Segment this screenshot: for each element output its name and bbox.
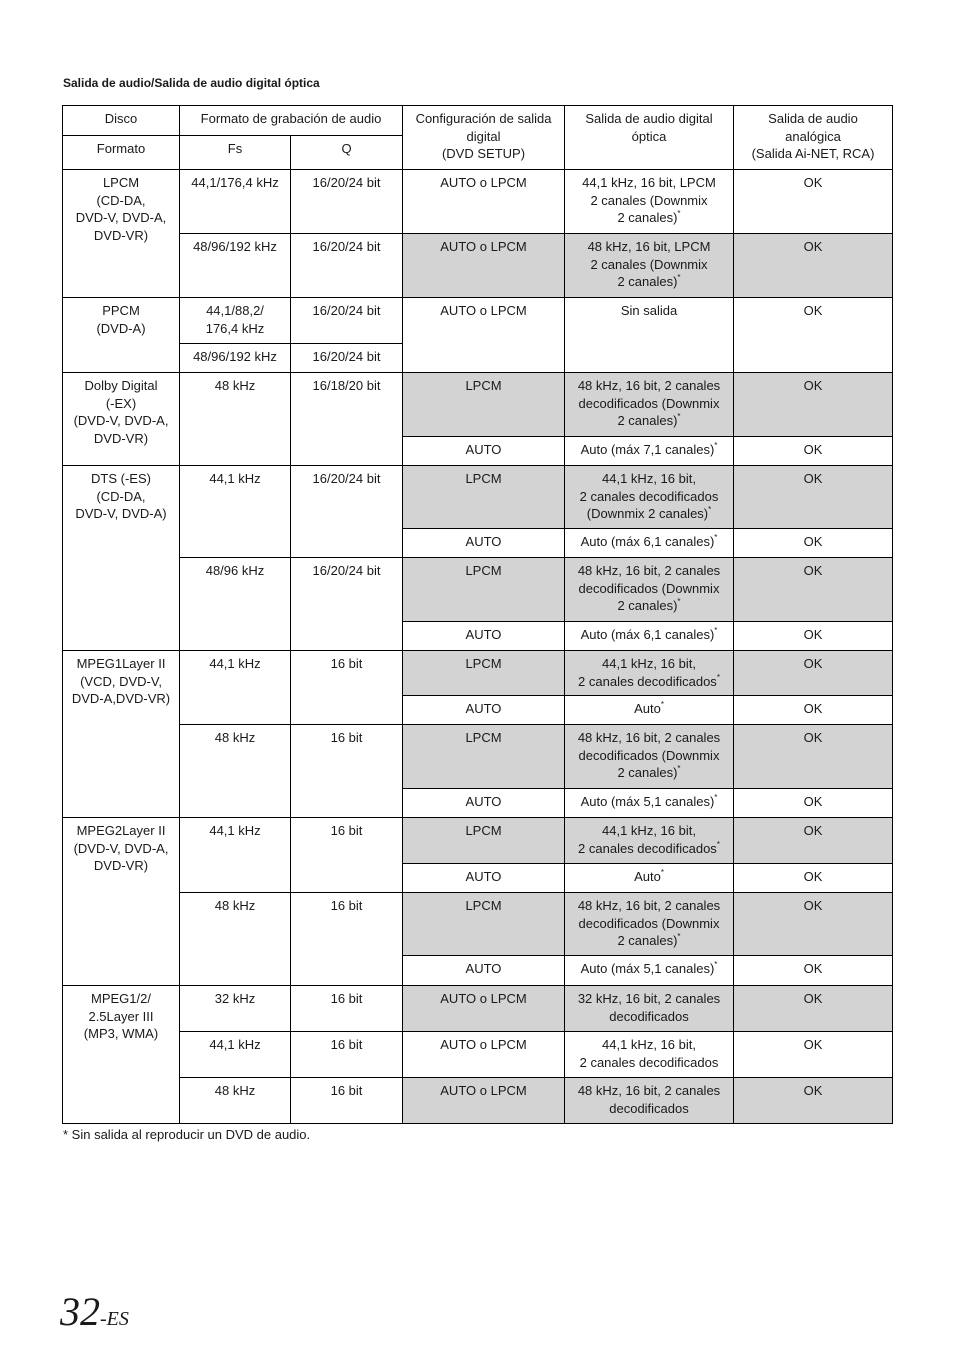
header-q: Q — [291, 136, 403, 170]
table-cell — [403, 1078, 565, 1124]
table-row — [63, 1078, 893, 1124]
cell-text: OK — [803, 898, 823, 913]
table-cell — [291, 298, 403, 344]
table-cell — [734, 466, 893, 529]
cell-text: 48 kHz, 16 bit, LPCM 2 canales (Downmix 2 canales) — [587, 239, 711, 289]
cell-text: Sin salida — [620, 303, 678, 318]
table-cell — [565, 818, 734, 864]
table-cell — [565, 789, 734, 818]
table-cell — [734, 437, 893, 466]
footnote-asterisk: * — [714, 960, 718, 969]
cell-text: 48/96 kHz — [205, 563, 265, 578]
footnote-asterisk: * — [677, 597, 681, 606]
cell-text: Auto (máx 7,1 canales) — [580, 442, 715, 457]
cell-text: OK — [803, 794, 823, 809]
page-number — [60, 1288, 129, 1335]
cell-text: 16 bit — [330, 656, 363, 671]
cell-text: 16/20/24 bit — [312, 563, 381, 578]
cell-text: AUTO o LPCM — [440, 239, 527, 254]
cell-text: AUTO — [465, 627, 502, 642]
cell-text: OK — [803, 991, 823, 1006]
cell-text: 16/20/24 bit — [312, 349, 381, 364]
table-cell — [565, 1032, 734, 1078]
table-cell — [403, 558, 565, 622]
table-cell — [403, 466, 565, 529]
table-cell — [403, 622, 565, 651]
table-cell — [403, 789, 565, 818]
table-cell — [63, 818, 180, 986]
cell-text: 48 kHz, 16 bit, 2 canales decodificados (Downmix 2 canales) — [577, 378, 721, 428]
table-cell — [63, 373, 180, 466]
table-cell — [403, 529, 565, 558]
table-cell — [180, 1078, 291, 1124]
cell-text: Auto (máx 6,1 canales) — [580, 627, 715, 642]
cell-text: MPEG2Layer II (DVD-V, DVD-A, DVD-VR) — [73, 823, 169, 873]
table-cell — [734, 373, 893, 437]
table-cell — [734, 558, 893, 622]
table-cell — [291, 1032, 403, 1078]
table-cell — [565, 622, 734, 651]
cell-text: Auto (máx 6,1 canales) — [580, 534, 715, 549]
cell-text: 44,1 kHz — [209, 1037, 261, 1052]
footnote-asterisk: * — [660, 700, 664, 709]
header-optical-output: Salida de audio digital óptica — [565, 106, 734, 170]
cell-text: OK — [803, 442, 823, 457]
cell-text: AUTO o LPCM — [440, 1037, 527, 1052]
footnote: * Sin salida al reproducir un DVD de audio. — [63, 1127, 311, 1142]
table-cell — [734, 170, 893, 234]
table-cell — [734, 1078, 893, 1124]
footnote-asterisk: * — [714, 793, 718, 802]
cell-text: AUTO — [465, 442, 502, 457]
cell-text: 44,1 kHz, 16 bit, 2 canales decodificados (Downmix 2 canales) — [579, 471, 719, 521]
footnote-asterisk: * — [716, 839, 720, 849]
cell-text: AUTO — [465, 869, 502, 884]
cell-text: 48 kHz, 16 bit, 2 canales decodificados — [577, 1083, 721, 1116]
table-cell — [403, 298, 565, 373]
footnote-asterisk: * — [677, 412, 681, 421]
footnote-asterisk: * — [660, 868, 664, 877]
table-row — [63, 298, 893, 344]
table-cell — [180, 986, 291, 1032]
table-cell — [565, 529, 734, 558]
table-cell — [63, 986, 180, 1124]
table-cell — [565, 170, 734, 234]
table-cell — [734, 529, 893, 558]
cell-text: 48/96/192 kHz — [193, 239, 277, 254]
section-title: Salida de audio/Salida de audio digital óptica — [63, 76, 320, 90]
table-cell — [565, 696, 734, 725]
table-cell — [734, 725, 893, 789]
cell-text: 48 kHz — [214, 378, 256, 393]
header-fs: Fs — [180, 136, 291, 170]
cell-text: 44,1 kHz — [209, 823, 261, 838]
cell-text: AUTO o LPCM — [440, 175, 527, 190]
table-cell — [565, 234, 734, 298]
table-cell — [180, 234, 291, 298]
table-cell — [403, 893, 565, 956]
footnote-asterisk: * — [677, 932, 681, 941]
cell-text: OK — [803, 378, 823, 393]
table-row — [63, 1032, 893, 1078]
cell-text: PPCM (DVD-A) — [96, 303, 146, 336]
table-cell — [734, 864, 893, 893]
cell-text: LPCM — [465, 656, 502, 671]
table-cell — [565, 373, 734, 437]
table-cell — [291, 344, 403, 373]
cell-text: OK — [803, 656, 823, 671]
cell-text: 16/20/24 bit — [312, 175, 381, 190]
cell-text: OK — [803, 627, 823, 642]
cell-text: 16/20/24 bit — [312, 471, 381, 486]
cell-text: 44,1/176,4 kHz — [191, 175, 279, 190]
cell-text: 16/18/20 bit — [312, 378, 381, 393]
table-cell — [734, 298, 893, 373]
footnote-asterisk: * — [714, 626, 718, 635]
cell-text: 32 kHz, 16 bit, 2 canales decodificados — [577, 991, 721, 1024]
cell-text: 16 bit — [330, 991, 363, 1006]
cell-text: OK — [803, 303, 823, 318]
footnote-asterisk: * — [677, 273, 681, 282]
cell-text: 44,1 kHz, 16 bit, 2 canales decodificados — [578, 823, 717, 856]
table-cell — [291, 651, 403, 725]
footnote-asterisk: * — [716, 672, 720, 682]
table-cell — [180, 298, 291, 344]
cell-text: Auto — [634, 869, 661, 884]
cell-text: 48 kHz — [214, 1083, 256, 1098]
table-cell — [291, 558, 403, 651]
table-row — [63, 893, 893, 956]
table-cell — [291, 1078, 403, 1124]
table-cell — [734, 622, 893, 651]
cell-text: AUTO — [465, 701, 502, 716]
table-cell — [403, 234, 565, 298]
table-cell — [565, 864, 734, 893]
table-cell — [63, 298, 180, 373]
table-row — [63, 651, 893, 696]
cell-text: OK — [803, 1083, 823, 1098]
table-cell — [291, 986, 403, 1032]
table-cell — [565, 558, 734, 622]
table-cell — [403, 818, 565, 864]
page-language-suffix: -ES — [100, 1308, 129, 1330]
table-cell — [403, 437, 565, 466]
header-row — [63, 106, 893, 136]
cell-text: OK — [803, 534, 823, 549]
table-cell — [734, 986, 893, 1032]
table-cell — [180, 344, 291, 373]
table-cell — [734, 789, 893, 818]
table-cell — [63, 466, 180, 651]
table-cell — [565, 725, 734, 789]
cell-text: 32 kHz — [214, 991, 256, 1006]
table-cell — [180, 893, 291, 986]
table-cell — [734, 1032, 893, 1078]
table-cell — [565, 298, 734, 373]
table-cell — [565, 1078, 734, 1124]
header-digital-config: Configuración de salida digital (DVD SETUP) — [403, 106, 565, 170]
cell-text: LPCM — [465, 563, 502, 578]
table-cell — [180, 466, 291, 558]
cell-text: 44,1 kHz — [209, 656, 261, 671]
cell-text: MPEG1/2/ 2.5Layer III (MP3, WMA) — [83, 991, 159, 1041]
table-cell — [180, 170, 291, 234]
table-cell — [734, 651, 893, 696]
table-cell — [734, 234, 893, 298]
cell-text: LPCM — [465, 898, 502, 913]
table-cell — [403, 170, 565, 234]
footnote-asterisk: * — [677, 209, 681, 218]
cell-text: Auto (máx 5,1 canales) — [580, 794, 715, 809]
cell-text: 16 bit — [330, 1037, 363, 1052]
header-recording-format: Formato de grabación de audio — [180, 106, 403, 136]
table-cell — [565, 986, 734, 1032]
table-cell — [291, 818, 403, 893]
table-cell — [565, 437, 734, 466]
table-cell — [403, 651, 565, 696]
table-row — [63, 234, 893, 298]
cell-text: MPEG1Layer II (VCD, DVD-V, DVD-A,DVD-VR) — [71, 656, 171, 706]
cell-text: OK — [803, 869, 823, 884]
table-row — [63, 558, 893, 622]
table-cell — [403, 986, 565, 1032]
cell-text: 44,1 kHz, 16 bit, 2 canales decodificados — [578, 656, 717, 689]
table-row — [63, 466, 893, 529]
table-row — [63, 818, 893, 864]
table-cell — [403, 725, 565, 789]
cell-text: 16/20/24 bit — [312, 303, 381, 318]
cell-text: 48 kHz, 16 bit, 2 canales decodificados (Downmix 2 canales) — [577, 730, 721, 780]
cell-text: 16 bit — [330, 1083, 363, 1098]
cell-text: LPCM — [465, 471, 502, 486]
cell-text: Auto (máx 5,1 canales) — [580, 961, 715, 976]
footnote-asterisk: * — [677, 764, 681, 773]
cell-text: OK — [803, 563, 823, 578]
footnote-asterisk: * — [714, 533, 718, 542]
cell-text: 44,1 kHz — [209, 471, 261, 486]
cell-text: 44,1/88,2/ 176,4 kHz — [205, 303, 265, 336]
cell-text: LPCM — [465, 823, 502, 838]
footnote-asterisk: * — [714, 441, 718, 450]
cell-text: 48 kHz — [214, 898, 256, 913]
table-cell — [565, 466, 734, 529]
table-cell — [291, 725, 403, 818]
cell-text: OK — [803, 1037, 823, 1052]
cell-text: 48 kHz, 16 bit, 2 canales decodificados (Downmix 2 canales) — [577, 563, 721, 613]
table-cell — [565, 651, 734, 696]
cell-text: OK — [803, 239, 823, 254]
cell-text: AUTO — [465, 794, 502, 809]
cell-text: 48 kHz — [214, 730, 256, 745]
header-disco: Disco — [63, 106, 180, 136]
table-cell — [291, 466, 403, 558]
table-cell — [565, 893, 734, 956]
table-cell — [180, 725, 291, 818]
table-cell — [63, 651, 180, 818]
cell-text: OK — [803, 730, 823, 745]
table-cell — [63, 170, 180, 298]
cell-text: AUTO — [465, 534, 502, 549]
cell-text: DTS (-ES) (CD-DA, DVD-V, DVD-A) — [75, 471, 167, 521]
cell-text: 16 bit — [330, 730, 363, 745]
cell-text: LPCM (CD-DA, DVD-V, DVD-A, DVD-VR) — [75, 175, 167, 243]
table-cell — [180, 818, 291, 893]
cell-text: 16/20/24 bit — [312, 239, 381, 254]
table-cell — [180, 651, 291, 725]
cell-text: LPCM — [465, 378, 502, 393]
table-cell — [734, 956, 893, 986]
audio-output-table — [62, 105, 893, 1124]
cell-text: AUTO o LPCM — [440, 303, 527, 318]
header-analog-output: Salida de audio analógica (Salida Ai-NET, RCA) — [734, 106, 893, 170]
cell-text: 44,1 kHz, 16 bit, 2 canales decodificados — [579, 1037, 719, 1070]
table-cell — [291, 893, 403, 986]
cell-text: AUTO o LPCM — [440, 1083, 527, 1098]
cell-text: OK — [803, 961, 823, 976]
cell-text: Auto — [634, 701, 661, 716]
table-cell — [291, 234, 403, 298]
cell-text: 16 bit — [330, 898, 363, 913]
table-cell — [291, 373, 403, 466]
table-cell — [403, 373, 565, 437]
table-cell — [734, 818, 893, 864]
cell-text: AUTO o LPCM — [440, 991, 527, 1006]
cell-text: AUTO — [465, 961, 502, 976]
cell-text: Dolby Digital (-EX) (DVD-V, DVD-A, DVD-VR) — [73, 378, 169, 446]
cell-text: 44,1 kHz, 16 bit, LPCM 2 canales (Downmix 2 canales) — [582, 175, 716, 225]
table-row — [63, 170, 893, 234]
table-cell — [403, 864, 565, 893]
table-cell — [734, 696, 893, 725]
table-cell — [734, 893, 893, 956]
cell-text: 16 bit — [330, 823, 363, 838]
cell-text: OK — [803, 471, 823, 486]
table-row — [63, 725, 893, 789]
cell-text: OK — [803, 175, 823, 190]
table-cell — [565, 956, 734, 986]
table-cell — [180, 373, 291, 466]
table-row — [63, 373, 893, 437]
table-row — [63, 986, 893, 1032]
table-cell — [403, 696, 565, 725]
cell-text: OK — [803, 823, 823, 838]
footnote-asterisk: * — [708, 505, 712, 514]
table-cell — [403, 956, 565, 986]
cell-text: LPCM — [465, 730, 502, 745]
cell-text: OK — [803, 701, 823, 716]
table-cell — [180, 1032, 291, 1078]
header-formato: Formato — [63, 136, 180, 170]
table-cell — [403, 1032, 565, 1078]
table-cell — [291, 170, 403, 234]
page-number-digits: 32 — [60, 1289, 100, 1334]
cell-text: 48/96/192 kHz — [193, 349, 277, 364]
table-cell — [180, 558, 291, 651]
cell-text: 48 kHz, 16 bit, 2 canales decodificados (Downmix 2 canales) — [577, 898, 721, 948]
